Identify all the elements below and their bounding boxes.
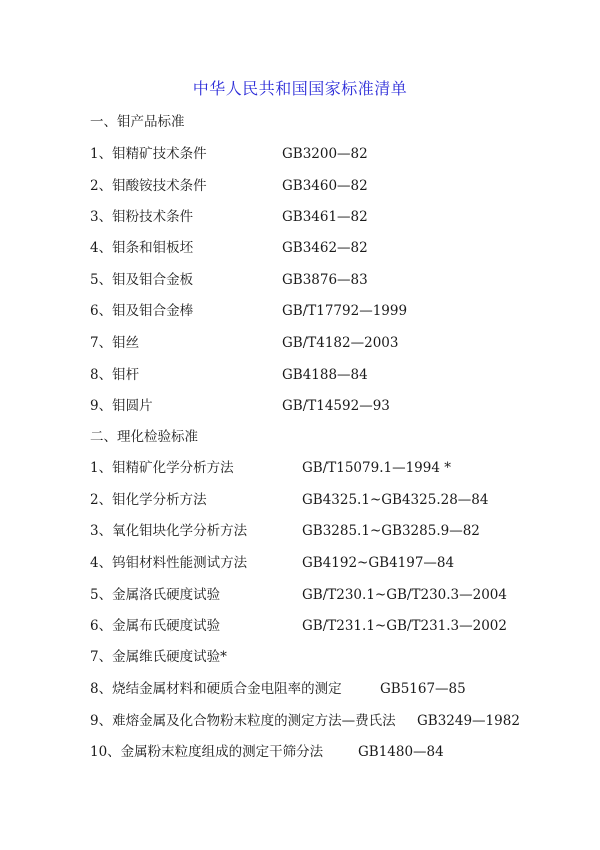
standard-code: GB3876—83 xyxy=(282,272,368,288)
standard-code: GB4325.1~GB4325.28—84 xyxy=(302,492,489,508)
list-item xyxy=(90,238,368,258)
list-item xyxy=(90,553,455,573)
page-title: 中华人民共和国国家标准清单 xyxy=(192,79,408,98)
standard-name: 4、钼条和钼板坯 xyxy=(90,240,194,256)
standard-code: GB5167—85 xyxy=(380,681,466,697)
standard-name: 2、钼酸铵技术条件 xyxy=(90,178,207,194)
list-item xyxy=(90,616,507,636)
standard-code: GB3249—1982 xyxy=(417,713,520,729)
section-heading-products: 一、钼产品标准 xyxy=(90,114,185,130)
standard-code: GB/T230.1~GB/T230.3—2004 xyxy=(302,587,507,603)
standard-name: 5、金属洛氏硬度试验 xyxy=(90,587,221,603)
list-item xyxy=(90,742,444,762)
standard-name: 6、金属布氏硬度试验 xyxy=(90,618,221,634)
list-item xyxy=(90,585,507,605)
standard-name: 5、钼及钼合金板 xyxy=(90,272,194,288)
list-item xyxy=(90,333,399,353)
list-item xyxy=(90,490,489,510)
list-item xyxy=(90,396,390,416)
list-item xyxy=(90,365,368,385)
list-item xyxy=(90,144,368,164)
standard-name: 4、钨钼材料性能测试方法 xyxy=(90,555,248,571)
standard-name: 9、钼圆片 xyxy=(90,398,153,414)
list-item xyxy=(90,176,368,196)
standard-code: GB/T4182—2003 xyxy=(282,335,399,351)
list-item xyxy=(90,647,227,667)
standard-code: GB/T231.1~GB/T231.3—2002 xyxy=(302,618,507,634)
list-item xyxy=(90,458,451,478)
list-item xyxy=(90,711,520,731)
standard-code: GB3460—82 xyxy=(282,178,368,194)
standard-name: 9、难熔金属及化合物粉末粒度的测定方法—费氏法 xyxy=(90,713,396,729)
standard-code: GB3461—82 xyxy=(282,209,368,225)
standard-code: GB/T14592—93 xyxy=(282,398,390,414)
standard-name: 2、钼化学分析方法 xyxy=(90,492,207,508)
standard-name: 10、金属粉末粒度组成的测定干筛分法 xyxy=(90,744,324,760)
standard-code: GB3462—82 xyxy=(282,240,368,256)
list-item xyxy=(90,207,368,227)
standard-code: GB3200—82 xyxy=(282,146,368,162)
standard-name: 7、钼丝 xyxy=(90,335,140,351)
standard-code: GB/T15079.1—1994 * xyxy=(302,460,451,476)
list-item xyxy=(90,301,408,321)
standard-name: 1、钼精矿技术条件 xyxy=(90,146,207,162)
standard-name: 8、烧结金属材料和硬质合金电阻率的测定 xyxy=(90,681,342,697)
standard-name: 3、钼粉技术条件 xyxy=(90,209,194,225)
list-item xyxy=(90,521,480,541)
standard-code: GB1480—84 xyxy=(358,744,444,760)
standard-code: GB4192~GB4197—84 xyxy=(302,555,455,571)
list-item xyxy=(90,679,466,699)
standard-name: 1、钼精矿化学分析方法 xyxy=(90,460,234,476)
standard-code: GB3285.1~GB3285.9—82 xyxy=(302,523,480,539)
list-item xyxy=(90,270,368,290)
standard-code: GB4188—84 xyxy=(282,367,368,383)
section-heading-testing: 二、理化检验标准 xyxy=(90,429,198,445)
standard-code: GB/T17792—1999 xyxy=(282,303,408,319)
standard-name: 3、氧化钼块化学分析方法 xyxy=(90,523,248,539)
standard-name: 8、钼杆 xyxy=(90,367,140,383)
standard-name: 6、钼及钼合金棒 xyxy=(90,303,194,319)
standard-name: 7、金属维氏硬度试验* xyxy=(90,649,227,665)
